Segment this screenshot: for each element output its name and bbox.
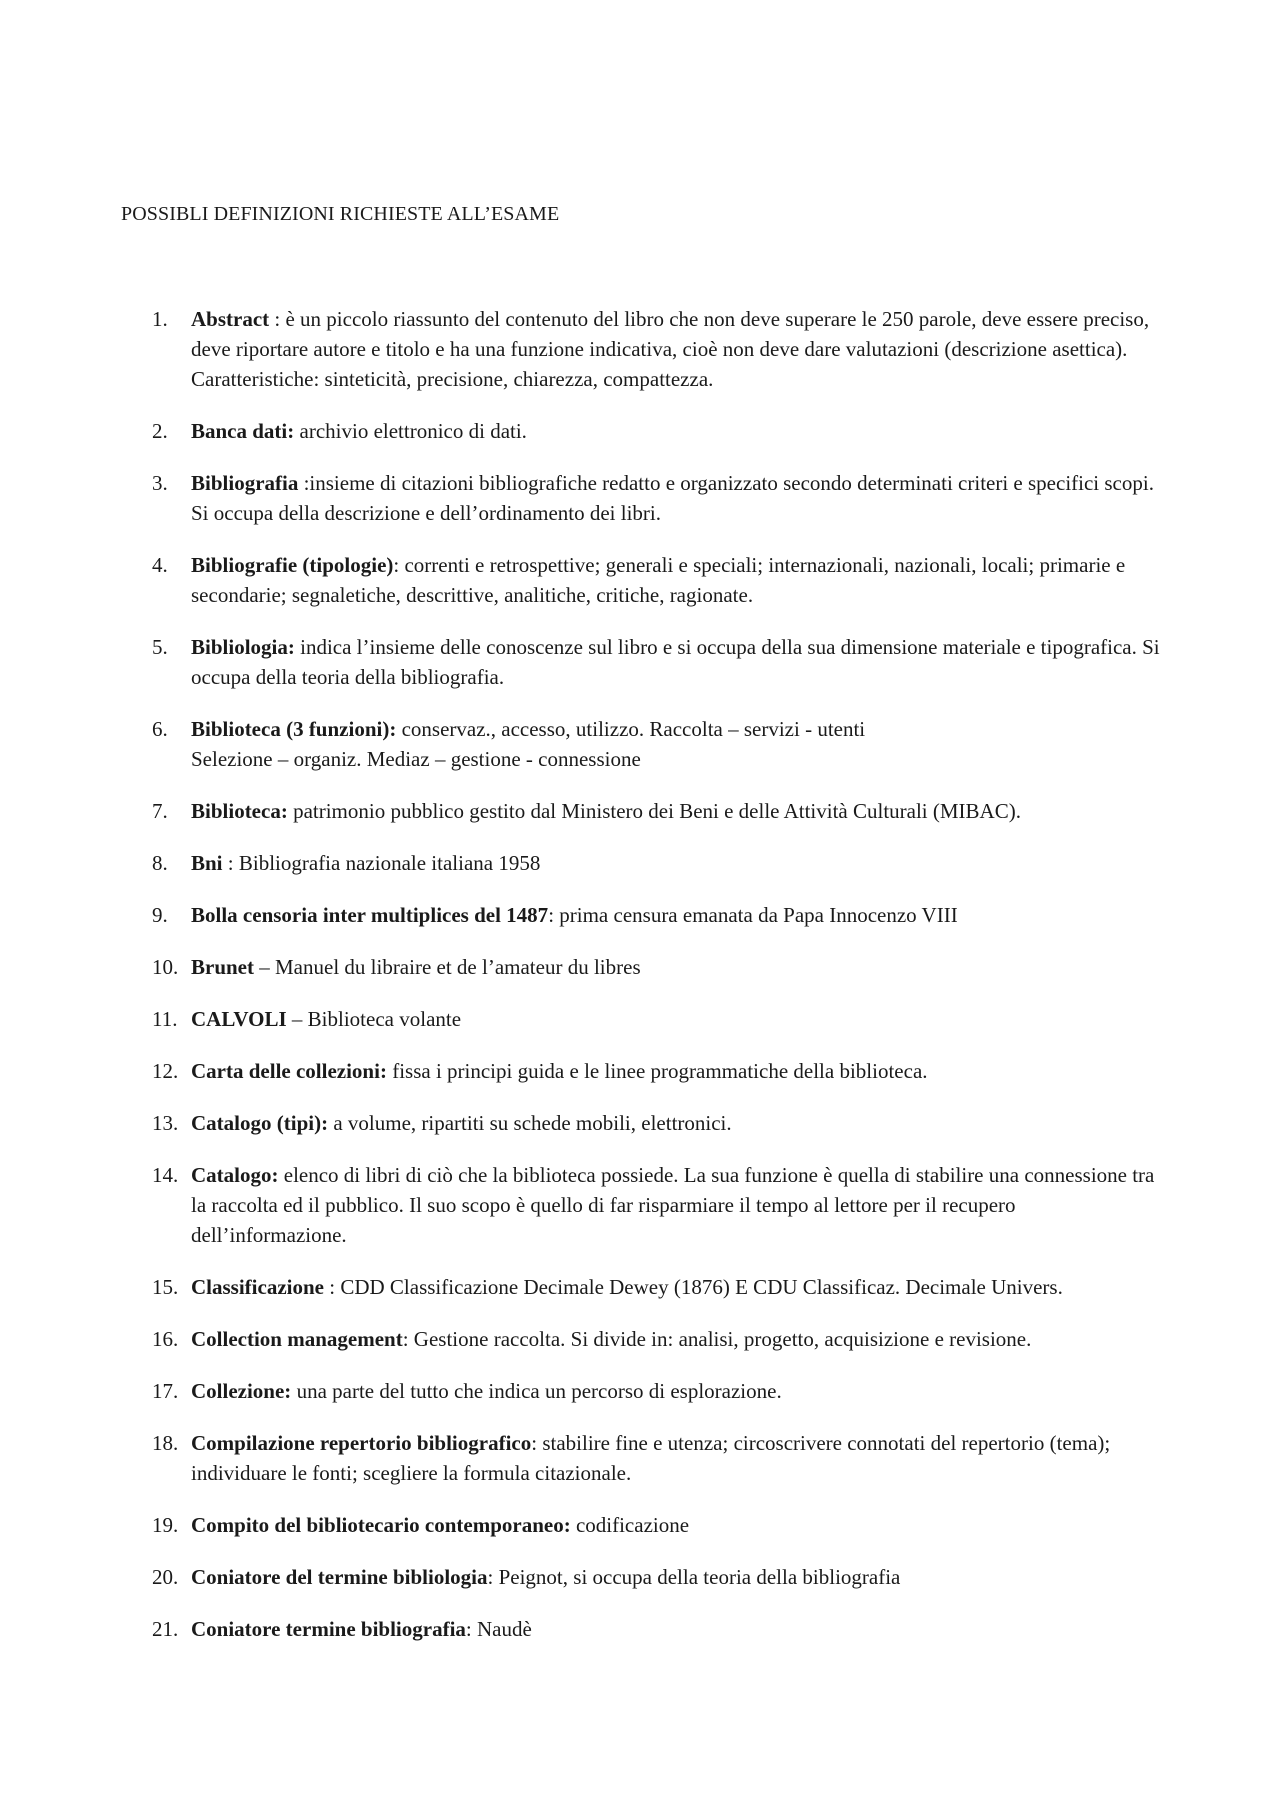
- list-item: [0, 796, 1280, 826]
- list-item: [0, 1614, 1280, 1644]
- item-term: Bni: [191, 851, 223, 875]
- list-item: [0, 1562, 1280, 1592]
- item-text: una parte del tutto che indica un percorso di esplorazione.: [291, 1379, 782, 1403]
- list-item: [0, 1324, 1280, 1354]
- item-term: Coniatore del termine bibliologia: [191, 1565, 488, 1589]
- item-term: Collezione:: [191, 1379, 292, 1403]
- item-number: 12.: [152, 1059, 179, 1083]
- list-item: [0, 1160, 1280, 1250]
- item-term: Bibliografia: [191, 471, 299, 495]
- item-text: fissa i principi guida e le linee programmatiche della biblioteca.: [386, 1059, 928, 1083]
- list-item: [0, 848, 1280, 878]
- item-number: 15.: [152, 1275, 179, 1299]
- item-text: conservaz., accesso, utilizzo. Raccolta – servizi - utenti: [396, 717, 866, 741]
- item-number: 7.: [152, 799, 168, 823]
- document-title: POSSIBLI DEFINIZIONI RICHIESTE ALL’ESAME: [121, 203, 560, 225]
- item-text: : Bibliografia nazionale italiana 1958: [222, 851, 541, 875]
- item-text: – Biblioteca volante: [286, 1007, 462, 1031]
- item-term: Catalogo (tipi):: [191, 1111, 329, 1135]
- list-item: [0, 1108, 1280, 1138]
- item-term: Abstract: [191, 307, 270, 331]
- item-term: Classificazione: [191, 1275, 324, 1299]
- item-term: Compilazione repertorio bibliografico: [191, 1431, 532, 1455]
- item-term: Catalogo:: [191, 1163, 279, 1187]
- item-term: Bolla censoria inter multiplices del 1487: [191, 903, 549, 927]
- list-item: [0, 632, 1280, 692]
- list-item: [0, 1376, 1280, 1406]
- list-item: [0, 714, 1280, 774]
- item-term: Banca dati:: [191, 419, 295, 443]
- item-term: Compito del bibliotecario contemporaneo:: [191, 1513, 571, 1537]
- item-number: 10.: [152, 955, 179, 979]
- list-item: [0, 1428, 1280, 1488]
- item-number: 19.: [152, 1513, 179, 1537]
- item-number: 21.: [152, 1617, 179, 1641]
- item-number: 2.: [152, 419, 168, 443]
- item-term: Biblioteca (3 funzioni):: [191, 717, 397, 741]
- item-term: Bibliografie (tipologie): [191, 553, 394, 577]
- item-term: Bibliologia:: [191, 635, 295, 659]
- list-item: [0, 468, 1280, 528]
- definitions-list: [0, 304, 1280, 1666]
- item-text: :insieme di citazioni bibliografiche redatto e organizzato secondo determinati criteri e specifici scopi. Si occupa della descrizione e dell’ordinamento dei libri.: [191, 471, 1154, 525]
- item-text: : CDD Classificazione Decimale Dewey (1876) E CDU Classificaz. Decimale Univers.: [323, 1275, 1063, 1299]
- list-item: [0, 900, 1280, 930]
- item-text: : correnti e retrospettive; generali e speciali; internazionali, nazionali, locali; primarie e secondarie; segnaletiche, descrittive, analitiche, critiche, ragionate.: [191, 553, 1126, 607]
- list-item: [0, 416, 1280, 446]
- item-term: Carta delle collezioni:: [191, 1059, 387, 1083]
- item-number: 6.: [152, 717, 168, 741]
- item-text: : è un piccolo riassunto del contenuto del libro che non deve superare le 250 parole, deve essere preciso, deve riportare autore e titolo e ha una funzione indicativa, cioè non deve dare valutazioni (descrizione asettica). Caratteristiche: sinteticità, precisione, chiarezza, compattezza.: [191, 307, 1150, 391]
- list-item: [0, 952, 1280, 982]
- list-item: [0, 1510, 1280, 1540]
- item-number: 3.: [152, 471, 168, 495]
- item-number: 1.: [152, 307, 168, 331]
- item-number: 18.: [152, 1431, 179, 1455]
- item-term: Brunet: [191, 955, 254, 979]
- item-text: – Manuel du libraire et de l’amateur du libres: [254, 955, 641, 979]
- item-text: : prima censura emanata da Papa Innocenzo VIII: [548, 903, 958, 927]
- item-term: Collection management: [191, 1327, 403, 1351]
- item-text: : Naudè: [465, 1617, 532, 1641]
- item-text: archivio elettronico di dati.: [294, 419, 527, 443]
- item-text: : stabilire fine e utenza; circoscrivere connotati del repertorio (tema); individuare le fonti; scegliere la formula citazionale.: [191, 1431, 1111, 1485]
- item-text: : Gestione raccolta. Si divide in: analisi, progetto, acquisizione e revisione.: [402, 1327, 1032, 1351]
- item-term: Coniatore termine bibliografia: [191, 1617, 466, 1641]
- list-item: [0, 304, 1280, 394]
- list-item: [0, 550, 1280, 610]
- item-text: patrimonio pubblico gestito dal Ministero dei Beni e delle Attività Culturali (MIBAC).: [287, 799, 1021, 823]
- item-number: 16.: [152, 1327, 179, 1351]
- item-term: CALVOLI: [191, 1007, 287, 1031]
- list-item: [0, 1272, 1280, 1302]
- item-number: 4.: [152, 553, 168, 577]
- item-text: : Peignot, si occupa della teoria della bibliografia: [487, 1565, 901, 1589]
- list-item: [0, 1056, 1280, 1086]
- item-term: Biblioteca:: [191, 799, 288, 823]
- item-number: 8.: [152, 851, 168, 875]
- item-number: 11.: [152, 1007, 178, 1031]
- item-text: codificazione: [570, 1513, 690, 1537]
- item-number: 13.: [152, 1111, 179, 1135]
- item-text: elenco di libri di ciò che la biblioteca possiede. La sua funzione è quella di stabilire una connessione tra la raccolta ed il pubblico. Il suo scopo è quello di far risparmiare il tempo al lettore per il recupero dell’informazione.: [191, 1163, 1155, 1247]
- item-number: 20.: [152, 1565, 179, 1589]
- item-number: 17.: [152, 1379, 179, 1403]
- item-number: 9.: [152, 903, 168, 927]
- item-text: a volume, ripartiti su schede mobili, elettronici.: [328, 1111, 732, 1135]
- item-text: indica l’insieme delle conoscenze sul libro e si occupa della sua dimensione materiale e tipografica. Si occupa della teoria della bibliografia.: [191, 635, 1160, 689]
- item-text-line2: Selezione – organiz. Mediaz – gestione - connessione: [191, 747, 641, 771]
- list-item: [0, 1004, 1280, 1034]
- item-number: 5.: [152, 635, 168, 659]
- item-number: 14.: [152, 1163, 179, 1187]
